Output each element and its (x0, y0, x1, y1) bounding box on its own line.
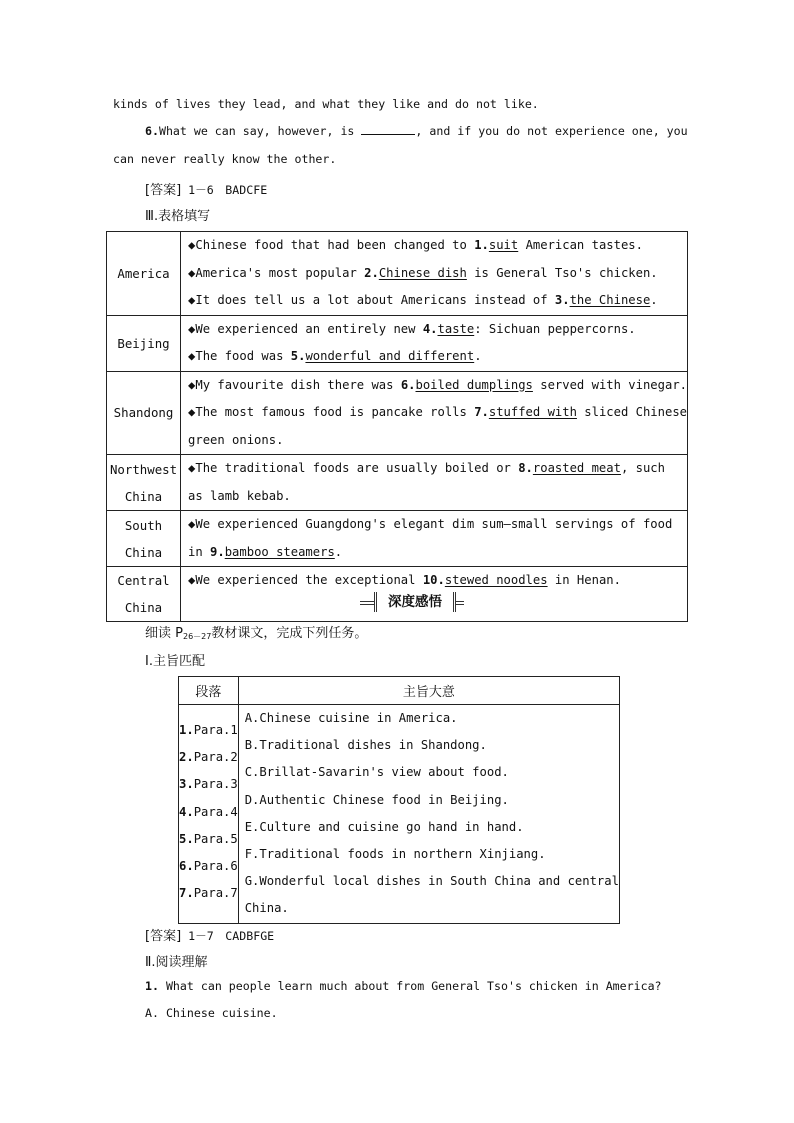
content-line (188, 539, 687, 567)
main-idea-list (238, 705, 619, 924)
blank-answer: suit (488, 238, 519, 252)
main-idea-option: China. (244, 901, 289, 916)
table-row (107, 511, 688, 567)
region-label (107, 511, 181, 567)
question-text: What we can say, however, is (158, 124, 355, 138)
line-text: ◆The traditional foods are usually boiled or (188, 461, 519, 475)
body-text-line: can never really know the other. (113, 152, 337, 166)
instruction-line (145, 622, 367, 642)
line-text: American tastes. (518, 238, 643, 252)
blank-answer: stuffed with (488, 405, 577, 419)
line-text: ◆We experienced the exceptional (188, 573, 423, 587)
answer-text: 1－6 BADCFE (188, 183, 268, 197)
paragraph-label: Para.1 (193, 723, 238, 737)
question-text: , and if you do not experience one, you (415, 124, 688, 138)
main-idea-option: A.Chinese cuisine in America. (244, 711, 458, 725)
region-name: Northwest (109, 461, 178, 477)
section-badge (360, 592, 464, 612)
line-text: ◆The food was (188, 349, 291, 363)
paragraph-label: Para.6 (193, 858, 238, 873)
table-row (107, 232, 688, 316)
line-text: ◆The most famous food is pancake rolls (188, 405, 475, 419)
line-text: . (650, 293, 658, 307)
blank-answer: Chinese dish (378, 265, 467, 280)
region-name: China (124, 488, 163, 504)
paragraph-item (179, 880, 238, 907)
region-label (107, 371, 181, 455)
line-text: ◆Chinese food that had been changed to (188, 238, 475, 252)
header-main-idea: 主旨大意 (238, 677, 619, 705)
line-text: is General Tso's chicken. (466, 265, 658, 280)
line-text: ◆We experienced Guangdong's elegant dim sum—small servings of food (188, 517, 673, 531)
blank-answer: wonderful and different (305, 349, 475, 363)
table-row (107, 455, 688, 511)
instruction-subscript: 26－27 (182, 632, 212, 641)
main-idea-option: B.Traditional dishes in Shandong. (244, 738, 487, 753)
blank-answer: roasted meat (532, 461, 621, 475)
content-line (188, 232, 687, 260)
answer-label: [答案] (145, 929, 182, 944)
section-title: Ⅲ.表格填写 (145, 209, 211, 224)
paragraph-item (179, 717, 238, 744)
answer-label: [答案] (145, 183, 182, 198)
blank-number: 8. (518, 461, 533, 475)
paragraph-item (179, 771, 238, 798)
question-text: What can people learn much about from General Tso's chicken in America? (165, 979, 662, 993)
region-content (181, 315, 688, 371)
question-number: 1. (145, 979, 159, 993)
table-row (107, 315, 688, 371)
content-line (188, 567, 687, 595)
line-text: ◆We experienced an entirely new (188, 321, 423, 336)
table-row (107, 371, 688, 455)
blank-number: 3. (554, 293, 570, 307)
paragraph-number: 4. (179, 804, 194, 819)
header-paragraph: 段落 (179, 677, 239, 705)
badge-label: 深度感悟 (374, 592, 456, 612)
region-name: Shandong (113, 405, 174, 421)
paragraph-number: 6. (179, 858, 194, 873)
main-idea-option: E.Culture and cuisine go hand in hand. (244, 819, 524, 834)
paragraph-number: 5. (179, 831, 194, 846)
answer-blank (361, 124, 415, 135)
region-name: America (117, 265, 170, 281)
content-line (188, 260, 687, 288)
line-text: in (188, 544, 211, 559)
main-idea-table (178, 676, 620, 924)
line-text: ◆It does tell us a lot about Americans instead of (188, 293, 555, 307)
region-content (181, 371, 688, 455)
answer-line (145, 179, 267, 198)
section-title: Ⅰ.主旨匹配 (145, 654, 205, 669)
main-idea-option: C.Brillat-Savarin's view about food. (244, 765, 509, 780)
region-name: Central China (117, 573, 170, 615)
paragraph-label: Para.4 (193, 804, 238, 819)
content-line (188, 399, 687, 427)
line-text: : Sichuan peppercorns. (474, 321, 636, 336)
blank-number: 6. (400, 377, 416, 392)
content-line (188, 483, 687, 511)
main-idea-option: F.Traditional foods in northern Xinjiang. (244, 846, 546, 861)
region-label (107, 232, 181, 316)
content-line (188, 343, 687, 371)
line-text: ◆America's most popular (188, 265, 365, 280)
blank-number: 9. (210, 544, 225, 559)
main-idea-option: G.Wonderful local dishes in South China and central (244, 874, 619, 889)
paragraph-label: Para.5 (193, 831, 238, 846)
paragraph-item (179, 744, 238, 771)
region-label (107, 455, 181, 511)
main-idea-option: D.Authentic Chinese food in Beijing. (244, 792, 509, 807)
region-content (181, 455, 688, 511)
question-number: 6. (145, 124, 159, 138)
paragraph-label: Para.3 (193, 777, 238, 792)
content-line (188, 316, 687, 344)
paragraph-list (179, 705, 239, 924)
instruction-text: 细读 P (145, 626, 183, 641)
region-label (107, 315, 181, 371)
paragraph-number: 7. (179, 886, 194, 901)
line-text: served with vinegar. (532, 377, 687, 392)
blank-answer: bamboo steamers (224, 544, 335, 559)
line-text: sliced Chinese (576, 405, 687, 419)
paragraph-number: 1. (179, 723, 194, 737)
region-content (181, 232, 688, 316)
fill-in-table (106, 231, 688, 622)
content-line (188, 455, 687, 483)
blank-number: 5. (290, 349, 306, 363)
blank-number: 2. (364, 265, 379, 280)
paragraph-item (179, 826, 238, 853)
line-text: . (334, 544, 343, 559)
line-text: ◆My favourite dish there was (188, 377, 401, 392)
content-line (188, 511, 687, 539)
blank-number: 1. (474, 238, 489, 252)
paragraph-number: 3. (179, 777, 194, 792)
line-text: , such (620, 461, 665, 475)
blank-answer: boiled dumplings (415, 377, 533, 392)
region-content (181, 511, 688, 567)
paragraph-label: Para.7 (193, 886, 238, 901)
option-a: A. Chinese cuisine. (145, 1006, 278, 1020)
line-text: in Henan. (547, 573, 621, 587)
question-1 (145, 979, 662, 993)
paragraph-label: Para.2 (193, 750, 238, 765)
paragraph-number: 2. (179, 750, 194, 765)
blank-number: 10. (422, 573, 445, 587)
line-text: as lamb kebab. (188, 488, 291, 503)
blank-answer: stewed noodles (444, 573, 548, 587)
instruction-text: 教材课文，完成下列任务。 (211, 626, 368, 641)
paragraph-item (179, 799, 238, 826)
blank-number: 4. (422, 321, 438, 336)
paragraph-item (179, 853, 238, 880)
body-text-line: kinds of lives they lead, and what they like and do not like. (113, 97, 539, 111)
answer-text: 1－7 CADBFGE (188, 929, 275, 943)
blank-answer: taste (437, 321, 475, 336)
content-line (188, 287, 687, 315)
line-text: green onions. (188, 432, 284, 447)
blank-answer: the Chinese (569, 293, 651, 307)
region-name: Beijing (117, 335, 170, 351)
section-title: Ⅱ.阅读理解 (145, 955, 208, 970)
question-6 (145, 124, 688, 138)
content-line (188, 372, 687, 400)
region-label (107, 567, 181, 622)
blank-number: 7. (474, 405, 489, 419)
region-name: South China (124, 517, 163, 560)
line-text: . (474, 349, 482, 363)
content-line (188, 427, 687, 455)
answer-line (145, 925, 274, 944)
